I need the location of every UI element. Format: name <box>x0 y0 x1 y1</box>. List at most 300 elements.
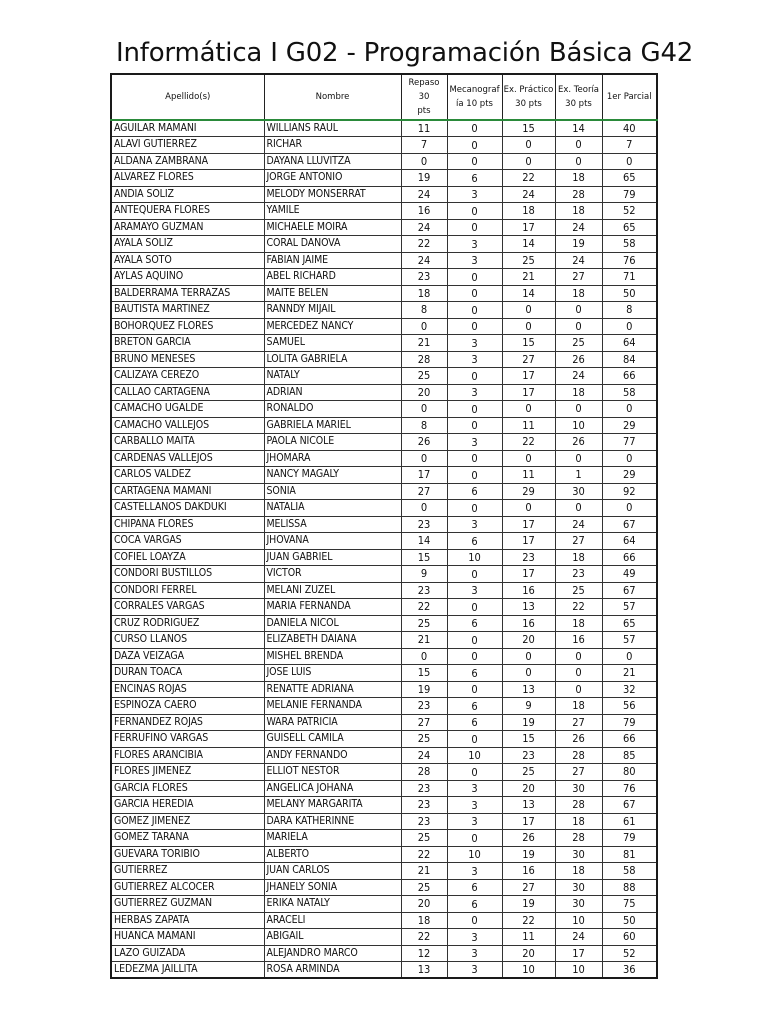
parcial-cell: 85 <box>602 747 657 764</box>
apellidos-cell: GOMEZ TARANA <box>111 830 264 847</box>
header-mecanografia-line1: Mecanograf <box>449 85 500 95</box>
nombre-cell: ANDY FERNANDO <box>264 747 401 764</box>
repaso-cell: 0 <box>401 500 447 517</box>
teoria-cell: 18 <box>555 615 602 632</box>
mecanografia-cell: 0 <box>447 417 502 434</box>
teoria-cell: 30 <box>555 483 602 500</box>
nombre-cell: SAMUEL <box>264 335 401 352</box>
table-row <box>111 731 657 748</box>
parcial-cell: 0 <box>602 318 657 335</box>
practico-cell: 23 <box>502 549 555 566</box>
repaso-cell: 21 <box>401 335 447 352</box>
apellidos-cell: CORRALES VARGAS <box>111 599 264 616</box>
parcial-cell: 0 <box>602 648 657 665</box>
parcial-cell: 0 <box>602 153 657 170</box>
apellidos-cell: CALIZAYA CEREZO <box>111 368 264 385</box>
teoria-cell: 26 <box>555 434 602 451</box>
header-repaso-line2: pts <box>417 106 431 116</box>
nombre-cell: JUAN CARLOS <box>264 863 401 880</box>
practico-cell: 22 <box>502 912 555 929</box>
apellidos-cell: CARTAGENA MAMANI <box>111 483 264 500</box>
repaso-cell: 25 <box>401 615 447 632</box>
practico-cell: 26 <box>502 830 555 847</box>
practico-cell: 17 <box>502 516 555 533</box>
header-parcial: 1er Parcial <box>602 74 657 120</box>
apellidos-cell: GOMEZ JIMENEZ <box>111 813 264 830</box>
table-row <box>111 632 657 649</box>
header-repaso-line1: Repaso 30 <box>408 78 440 102</box>
practico-cell: 17 <box>502 813 555 830</box>
mecanografia-cell: 0 <box>447 764 502 781</box>
practico-cell: 25 <box>502 252 555 269</box>
mecanografia-cell: 3 <box>447 582 502 599</box>
nombre-cell: FABIAN JAIME <box>264 252 401 269</box>
practico-cell: 19 <box>502 896 555 913</box>
mecanografia-cell: 6 <box>447 615 502 632</box>
parcial-cell: 50 <box>602 912 657 929</box>
repaso-cell: 0 <box>401 153 447 170</box>
repaso-cell: 27 <box>401 714 447 731</box>
table-row <box>111 813 657 830</box>
parcial-cell: 21 <box>602 665 657 682</box>
apellidos-cell: CRUZ RODRIGUEZ <box>111 615 264 632</box>
apellidos-cell: BRETON GARCIA <box>111 335 264 352</box>
repaso-cell: 8 <box>401 302 447 319</box>
repaso-cell: 22 <box>401 599 447 616</box>
nombre-cell: YAMILE <box>264 203 401 220</box>
nombre-cell: MELANY MARGARITA <box>264 797 401 814</box>
repaso-cell: 12 <box>401 945 447 962</box>
table-row <box>111 203 657 220</box>
teoria-cell: 18 <box>555 813 602 830</box>
nombre-cell: WARA PATRICIA <box>264 714 401 731</box>
parcial-cell: 66 <box>602 549 657 566</box>
nombre-cell: GABRIELA MARIEL <box>264 417 401 434</box>
apellidos-cell: CHIPANA FLORES <box>111 516 264 533</box>
table-row <box>111 780 657 797</box>
parcial-cell: 67 <box>602 797 657 814</box>
table-row <box>111 285 657 302</box>
practico-cell: 0 <box>502 318 555 335</box>
table-row <box>111 483 657 500</box>
practico-cell: 20 <box>502 632 555 649</box>
apellidos-cell: ANTEQUERA FLORES <box>111 203 264 220</box>
teoria-cell: 0 <box>555 137 602 154</box>
mecanografia-cell: 0 <box>447 599 502 616</box>
table-row <box>111 120 657 137</box>
repaso-cell: 24 <box>401 747 447 764</box>
parcial-cell: 88 <box>602 879 657 896</box>
apellidos-cell: AGUILAR MAMANI <box>111 120 264 137</box>
parcial-cell: 49 <box>602 566 657 583</box>
mecanografia-cell: 0 <box>447 566 502 583</box>
repaso-cell: 25 <box>401 879 447 896</box>
apellidos-cell: DAZA VEIZAGA <box>111 648 264 665</box>
mecanografia-cell: 3 <box>447 384 502 401</box>
apellidos-cell: LEDEZMA JAILLITA <box>111 962 264 979</box>
mecanografia-cell: 3 <box>447 945 502 962</box>
parcial-cell: 52 <box>602 945 657 962</box>
apellidos-cell: AYALA SOLIZ <box>111 236 264 253</box>
repaso-cell: 0 <box>401 318 447 335</box>
teoria-cell: 18 <box>555 170 602 187</box>
parcial-cell: 57 <box>602 632 657 649</box>
nombre-cell: CORAL DANOVA <box>264 236 401 253</box>
nombre-cell: PAOLA NICOLE <box>264 434 401 451</box>
apellidos-cell: FERNANDEZ ROJAS <box>111 714 264 731</box>
teoria-cell: 25 <box>555 582 602 599</box>
mecanografia-cell: 0 <box>447 302 502 319</box>
practico-cell: 0 <box>502 500 555 517</box>
practico-cell: 9 <box>502 698 555 715</box>
repaso-cell: 28 <box>401 764 447 781</box>
table-row <box>111 450 657 467</box>
table-row <box>111 219 657 236</box>
repaso-cell: 24 <box>401 252 447 269</box>
practico-cell: 24 <box>502 186 555 203</box>
nombre-cell: MERCEDEZ NANCY <box>264 318 401 335</box>
nombre-cell: RICHAR <box>264 137 401 154</box>
nombre-cell: ALBERTO <box>264 846 401 863</box>
nombre-cell: MELISSA <box>264 516 401 533</box>
teoria-cell: 18 <box>555 203 602 220</box>
table-row <box>111 252 657 269</box>
table-row <box>111 698 657 715</box>
practico-cell: 11 <box>502 929 555 946</box>
practico-cell: 11 <box>502 467 555 484</box>
teoria-cell: 24 <box>555 368 602 385</box>
nombre-cell: ABEL RICHARD <box>264 269 401 286</box>
teoria-cell: 27 <box>555 269 602 286</box>
repaso-cell: 25 <box>401 368 447 385</box>
nombre-cell: WILLIANS RAUL <box>264 120 401 137</box>
parcial-cell: 0 <box>602 500 657 517</box>
mecanografia-cell: 3 <box>447 516 502 533</box>
apellidos-cell: LAZO GUIZADA <box>111 945 264 962</box>
apellidos-cell: HUANCA MAMANI <box>111 929 264 946</box>
nombre-cell: NATALY <box>264 368 401 385</box>
parcial-cell: 65 <box>602 219 657 236</box>
parcial-cell: 92 <box>602 483 657 500</box>
nombre-cell: ELIZABETH DAIANA <box>264 632 401 649</box>
parcial-cell: 58 <box>602 384 657 401</box>
teoria-cell: 24 <box>555 252 602 269</box>
nombre-cell: JUAN GABRIEL <box>264 549 401 566</box>
practico-cell: 19 <box>502 846 555 863</box>
teoria-cell: 28 <box>555 830 602 847</box>
practico-cell: 0 <box>502 302 555 319</box>
practico-cell: 11 <box>502 417 555 434</box>
apellidos-cell: ALDANA ZAMBRANA <box>111 153 264 170</box>
table-row <box>111 434 657 451</box>
repaso-cell: 11 <box>401 120 447 137</box>
mecanografia-cell: 3 <box>447 335 502 352</box>
mecanografia-cell: 0 <box>447 219 502 236</box>
parcial-cell: 79 <box>602 714 657 731</box>
practico-cell: 25 <box>502 764 555 781</box>
table-row <box>111 467 657 484</box>
mecanografia-cell: 6 <box>447 483 502 500</box>
mecanografia-cell: 0 <box>447 731 502 748</box>
teoria-cell: 0 <box>555 318 602 335</box>
parcial-cell: 60 <box>602 929 657 946</box>
teoria-cell: 0 <box>555 648 602 665</box>
parcial-cell: 36 <box>602 962 657 979</box>
apellidos-cell: CARDENAS VALLEJOS <box>111 450 264 467</box>
repaso-cell: 23 <box>401 813 447 830</box>
parcial-cell: 56 <box>602 698 657 715</box>
parcial-cell: 79 <box>602 186 657 203</box>
table-row <box>111 170 657 187</box>
table-row <box>111 318 657 335</box>
table-row <box>111 137 657 154</box>
mecanografia-cell: 0 <box>447 285 502 302</box>
table-row <box>111 714 657 731</box>
table-row <box>111 863 657 880</box>
practico-cell: 16 <box>502 863 555 880</box>
mecanografia-cell: 3 <box>447 863 502 880</box>
apellidos-cell: CASTELLANOS DAKDUKI <box>111 500 264 517</box>
nombre-cell: ERIKA NATALY <box>264 896 401 913</box>
practico-cell: 16 <box>502 615 555 632</box>
mecanografia-cell: 6 <box>447 170 502 187</box>
apellidos-cell: ENCINAS ROJAS <box>111 681 264 698</box>
practico-cell: 19 <box>502 714 555 731</box>
teoria-cell: 25 <box>555 335 602 352</box>
table-row <box>111 846 657 863</box>
parcial-cell: 8 <box>602 302 657 319</box>
mecanografia-cell: 10 <box>447 846 502 863</box>
nombre-cell: MAITE BELEN <box>264 285 401 302</box>
table-row <box>111 368 657 385</box>
parcial-cell: 64 <box>602 335 657 352</box>
parcial-cell: 65 <box>602 170 657 187</box>
repaso-cell: 14 <box>401 533 447 550</box>
nombre-cell: ANGELICA JOHANA <box>264 780 401 797</box>
repaso-cell: 22 <box>401 929 447 946</box>
teoria-cell: 10 <box>555 962 602 979</box>
practico-cell: 23 <box>502 747 555 764</box>
practico-cell: 21 <box>502 269 555 286</box>
practico-cell: 0 <box>502 450 555 467</box>
apellidos-cell: AYLAS AQUINO <box>111 269 264 286</box>
apellidos-cell: COFIEL LOAYZA <box>111 549 264 566</box>
teoria-cell: 0 <box>555 500 602 517</box>
apellidos-cell: HERBAS ZAPATA <box>111 912 264 929</box>
teoria-cell: 0 <box>555 450 602 467</box>
teoria-cell: 18 <box>555 285 602 302</box>
repaso-cell: 19 <box>401 681 447 698</box>
practico-cell: 27 <box>502 351 555 368</box>
repaso-cell: 15 <box>401 549 447 566</box>
header-apellidos: Apellido(s) <box>111 74 264 120</box>
mecanografia-cell: 3 <box>447 351 502 368</box>
table-row <box>111 962 657 979</box>
mecanografia-cell: 3 <box>447 797 502 814</box>
table-row <box>111 681 657 698</box>
teoria-cell: 30 <box>555 879 602 896</box>
repaso-cell: 16 <box>401 203 447 220</box>
practico-cell: 22 <box>502 170 555 187</box>
table-row <box>111 599 657 616</box>
repaso-cell: 13 <box>401 962 447 979</box>
mecanografia-cell: 6 <box>447 665 502 682</box>
table-row <box>111 269 657 286</box>
parcial-cell: 75 <box>602 896 657 913</box>
mecanografia-cell: 3 <box>447 962 502 979</box>
nombre-cell: ROSA ARMINDA <box>264 962 401 979</box>
parcial-cell: 64 <box>602 533 657 550</box>
repaso-cell: 28 <box>401 351 447 368</box>
practico-cell: 27 <box>502 879 555 896</box>
nombre-cell: JHOMARA <box>264 450 401 467</box>
practico-cell: 17 <box>502 533 555 550</box>
table-row <box>111 648 657 665</box>
nombre-cell: NANCY MAGALY <box>264 467 401 484</box>
nombre-cell: ABIGAIL <box>264 929 401 946</box>
repaso-cell: 26 <box>401 434 447 451</box>
repaso-cell: 23 <box>401 516 447 533</box>
table-row <box>111 153 657 170</box>
table-row <box>111 335 657 352</box>
table-row <box>111 236 657 253</box>
table-row <box>111 764 657 781</box>
repaso-cell: 18 <box>401 912 447 929</box>
mecanografia-cell: 0 <box>447 137 502 154</box>
repaso-cell: 23 <box>401 797 447 814</box>
table-row <box>111 516 657 533</box>
header-teoria-line2: 30 pts <box>565 99 592 109</box>
table-row <box>111 896 657 913</box>
mecanografia-cell: 0 <box>447 401 502 418</box>
practico-cell: 15 <box>502 731 555 748</box>
nombre-cell: MELANI ZUZEL <box>264 582 401 599</box>
mecanografia-cell: 0 <box>447 500 502 517</box>
apellidos-cell: CONDORI FERREL <box>111 582 264 599</box>
practico-cell: 20 <box>502 945 555 962</box>
mecanografia-cell: 10 <box>447 549 502 566</box>
practico-cell: 0 <box>502 153 555 170</box>
parcial-cell: 32 <box>602 681 657 698</box>
parcial-cell: 77 <box>602 434 657 451</box>
parcial-cell: 50 <box>602 285 657 302</box>
table-row <box>111 566 657 583</box>
apellidos-cell: ESPINOZA CAERO <box>111 698 264 715</box>
header-repaso <box>401 74 447 120</box>
parcial-cell: 67 <box>602 582 657 599</box>
mecanografia-cell: 0 <box>447 467 502 484</box>
table-row <box>111 912 657 929</box>
teoria-cell: 28 <box>555 186 602 203</box>
table-row <box>111 186 657 203</box>
header-practico-line2: 30 pts <box>515 99 542 109</box>
nombre-cell: DARA KATHERINNE <box>264 813 401 830</box>
mecanografia-cell: 3 <box>447 780 502 797</box>
practico-cell: 17 <box>502 219 555 236</box>
practico-cell: 17 <box>502 384 555 401</box>
teoria-cell: 0 <box>555 401 602 418</box>
apellidos-cell: CAMACHO VALLEJOS <box>111 417 264 434</box>
apellidos-cell: AYALA SOTO <box>111 252 264 269</box>
nombre-cell: GUISELL CAMILA <box>264 731 401 748</box>
teoria-cell: 24 <box>555 516 602 533</box>
repaso-cell: 21 <box>401 632 447 649</box>
nombre-cell: MISHEL BRENDA <box>264 648 401 665</box>
teoria-cell: 18 <box>555 863 602 880</box>
apellidos-cell: GUTIERREZ <box>111 863 264 880</box>
teoria-cell: 30 <box>555 896 602 913</box>
parcial-cell: 0 <box>602 450 657 467</box>
table-row <box>111 665 657 682</box>
repaso-cell: 25 <box>401 731 447 748</box>
table-row <box>111 797 657 814</box>
nombre-cell: ALEJANDRO MARCO <box>264 945 401 962</box>
teoria-cell: 14 <box>555 120 602 137</box>
teoria-cell: 24 <box>555 929 602 946</box>
nombre-cell: MARIELA <box>264 830 401 847</box>
parcial-cell: 84 <box>602 351 657 368</box>
apellidos-cell: ALVAREZ FLORES <box>111 170 264 187</box>
teoria-cell: 10 <box>555 912 602 929</box>
mecanografia-cell: 3 <box>447 434 502 451</box>
page-title: Informática I G02 - Programación Básica G42 <box>116 38 694 68</box>
apellidos-cell: BALDERRAMA TERRAZAS <box>111 285 264 302</box>
nombre-cell: RONALDO <box>264 401 401 418</box>
repaso-cell: 24 <box>401 219 447 236</box>
nombre-cell: ADRIAN <box>264 384 401 401</box>
teoria-cell: 27 <box>555 533 602 550</box>
repaso-cell: 24 <box>401 186 447 203</box>
nombre-cell: SONIA <box>264 483 401 500</box>
header-mecanografia <box>447 74 502 120</box>
teoria-cell: 24 <box>555 219 602 236</box>
mecanografia-cell: 10 <box>447 747 502 764</box>
apellidos-cell: CURSO LLANOS <box>111 632 264 649</box>
table-row <box>111 302 657 319</box>
parcial-cell: 29 <box>602 467 657 484</box>
parcial-cell: 58 <box>602 863 657 880</box>
apellidos-cell: ANDIA SOLIZ <box>111 186 264 203</box>
mecanografia-cell: 6 <box>447 714 502 731</box>
teoria-cell: 18 <box>555 549 602 566</box>
nombre-cell: LOLITA GABRIELA <box>264 351 401 368</box>
header-practico <box>502 74 555 120</box>
practico-cell: 15 <box>502 335 555 352</box>
teoria-cell: 22 <box>555 599 602 616</box>
mecanografia-cell: 6 <box>447 533 502 550</box>
practico-cell: 22 <box>502 434 555 451</box>
repaso-cell: 8 <box>401 417 447 434</box>
repaso-cell: 21 <box>401 863 447 880</box>
mecanografia-cell: 3 <box>447 236 502 253</box>
teoria-cell: 30 <box>555 780 602 797</box>
header-teoria <box>555 74 602 120</box>
parcial-cell: 71 <box>602 269 657 286</box>
teoria-cell: 1 <box>555 467 602 484</box>
practico-cell: 13 <box>502 797 555 814</box>
teoria-cell: 30 <box>555 846 602 863</box>
apellidos-cell: BOHORQUEZ FLORES <box>111 318 264 335</box>
repaso-cell: 17 <box>401 467 447 484</box>
repaso-cell: 23 <box>401 582 447 599</box>
mecanografia-cell: 0 <box>447 632 502 649</box>
nombre-cell: MICHAELE MOIRA <box>264 219 401 236</box>
repaso-cell: 0 <box>401 401 447 418</box>
repaso-cell: 25 <box>401 830 447 847</box>
table-row <box>111 533 657 550</box>
table-row <box>111 945 657 962</box>
teoria-cell: 18 <box>555 384 602 401</box>
